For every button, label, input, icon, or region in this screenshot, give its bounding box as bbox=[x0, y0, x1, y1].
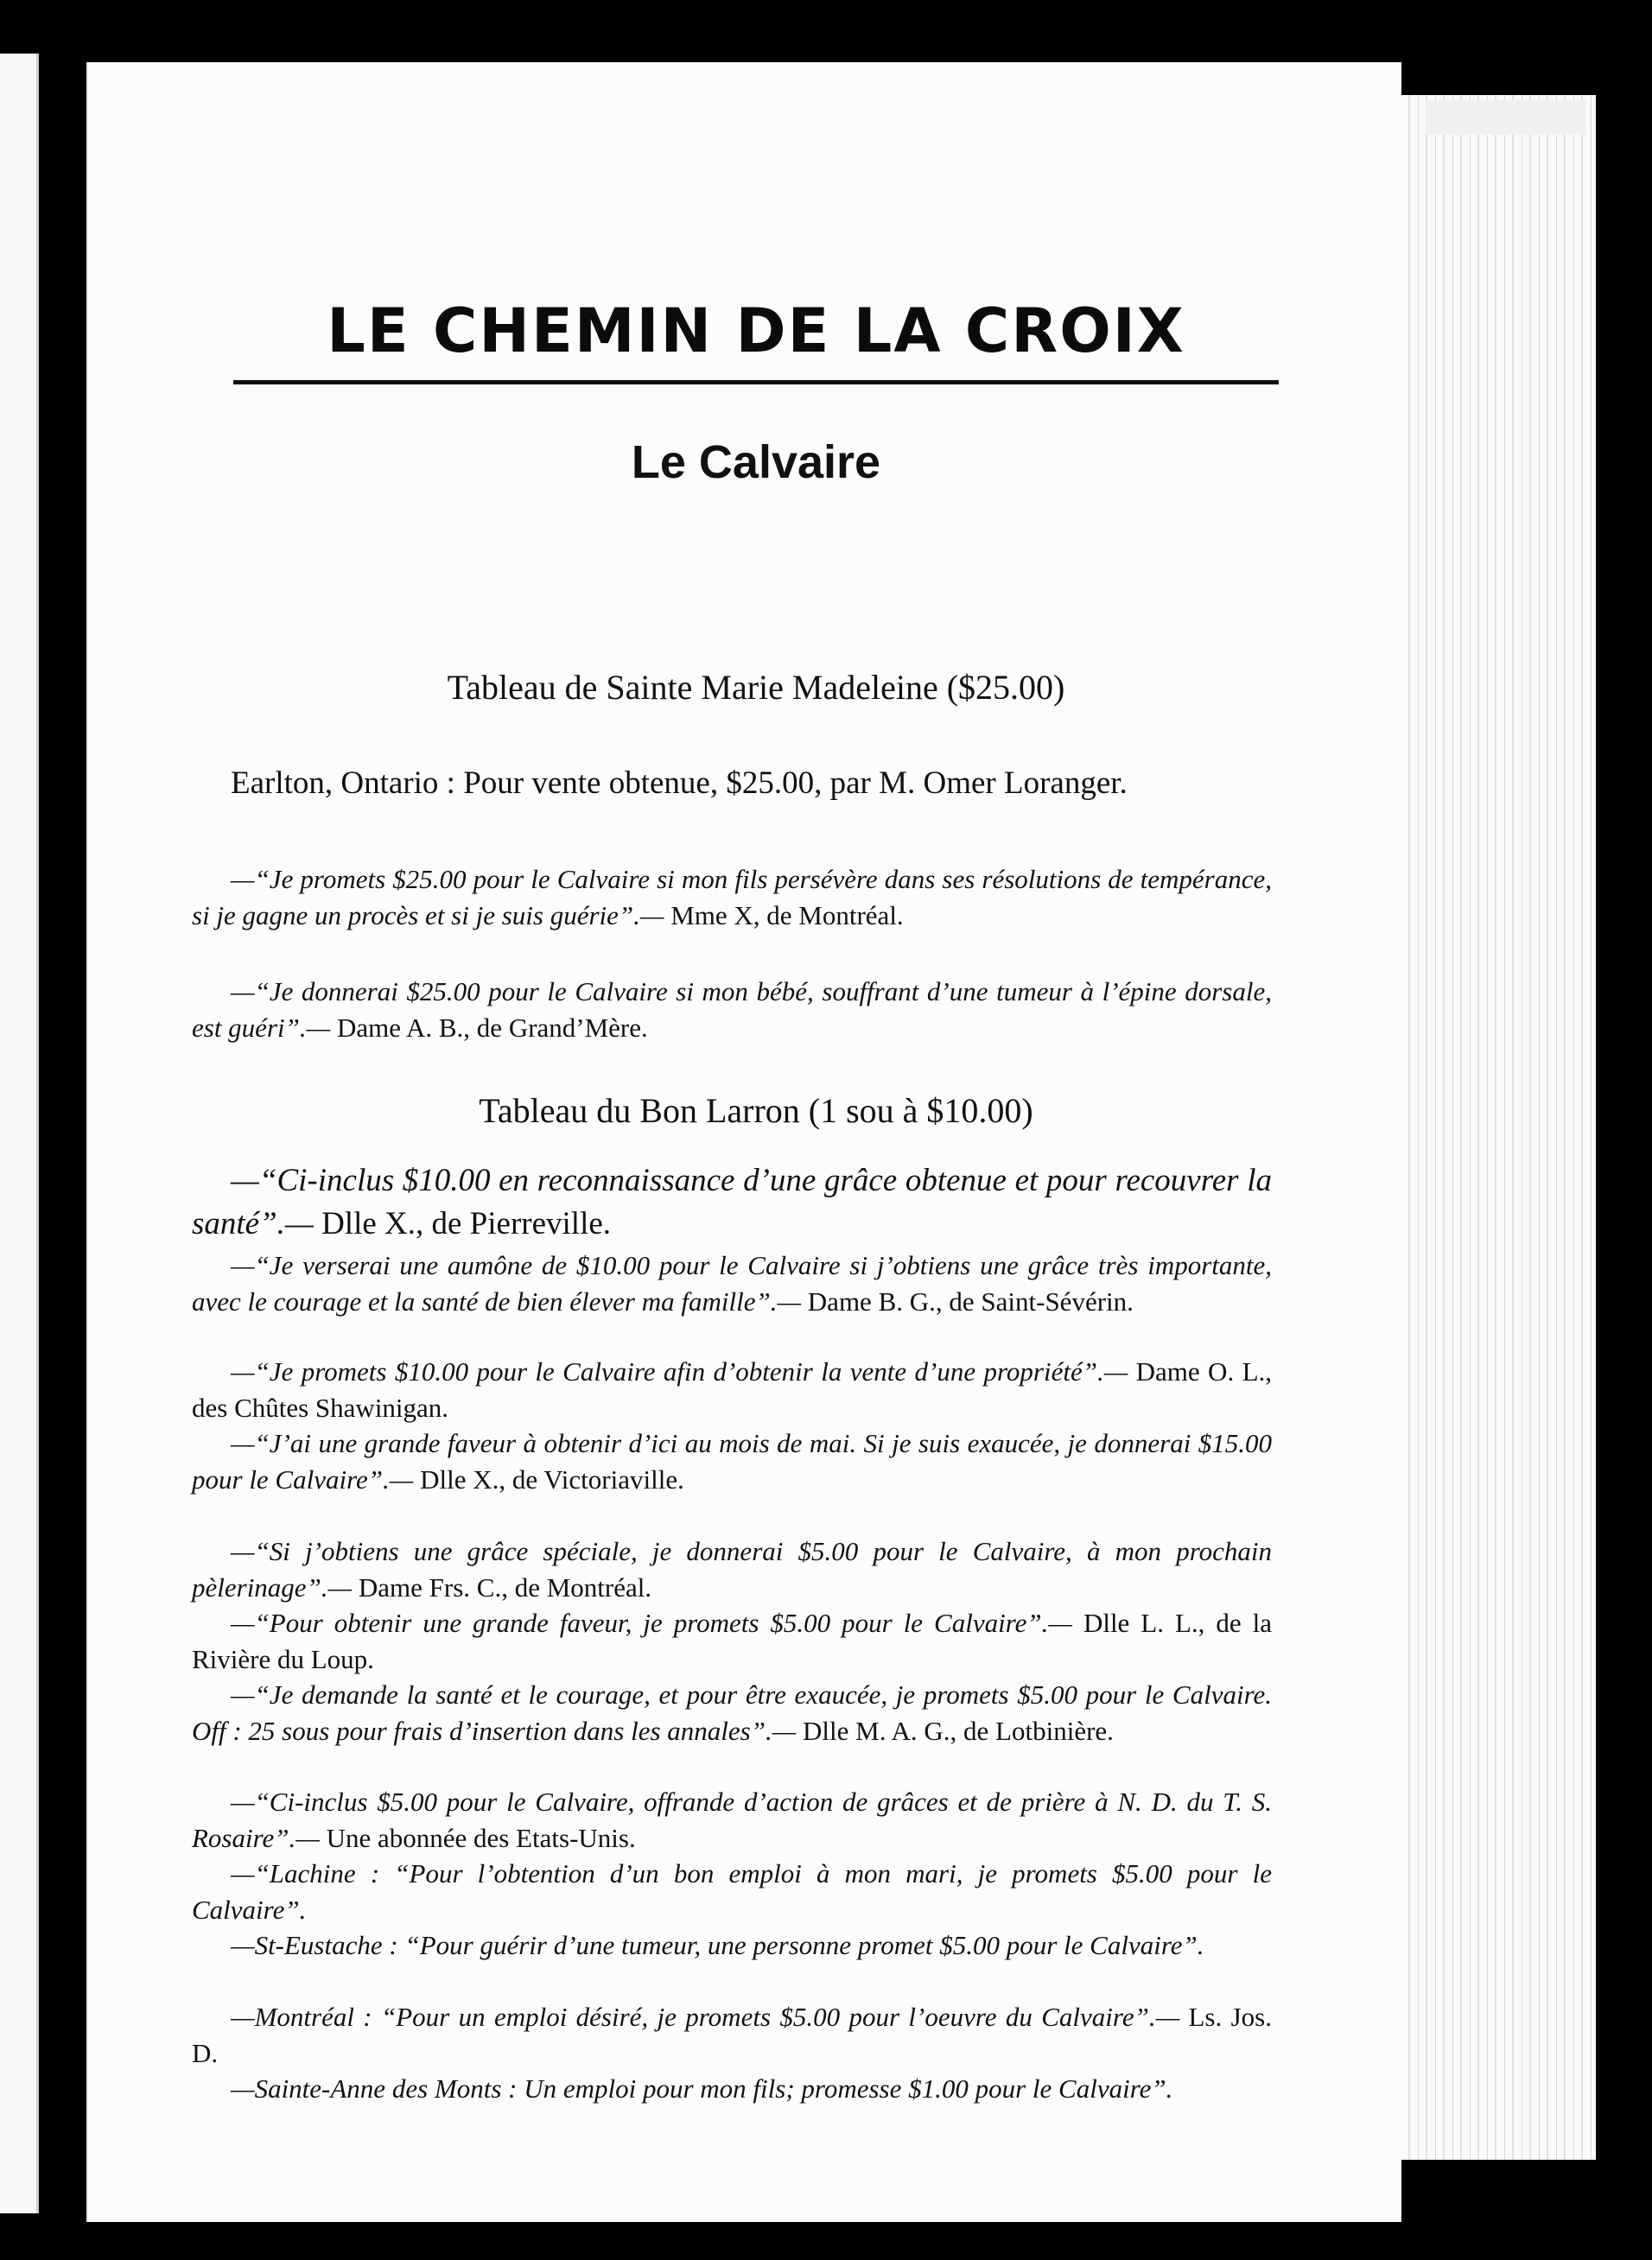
entry-mme-x bbox=[192, 861, 1272, 934]
entry-signature: Mme X, de Montréal. bbox=[670, 900, 904, 930]
entry-lachine bbox=[192, 1856, 1272, 1928]
entry-signature: Dame B. G., de Saint-Sévérin. bbox=[807, 1286, 1134, 1317]
entry-dlle-x-victoriaville bbox=[192, 1425, 1272, 1498]
section-heading-bon-larron: Tableau du Bon Larron (1 sou à $10.00) bbox=[479, 1091, 1033, 1130]
entry-signature: Ls. Jos. D. bbox=[192, 2002, 1272, 2068]
entry-dame-bg bbox=[192, 1247, 1272, 1320]
facing-page-edge bbox=[0, 54, 39, 2213]
entry-quote: —St-Eustache : “Pour guérir d’une tumeur, une personne promet $5.00 pour le Calvaire”. bbox=[231, 1930, 1204, 1960]
entry-dame-ol bbox=[192, 1354, 1272, 1426]
entry-st-eustache bbox=[192, 1927, 1272, 1964]
entry-dame-ab bbox=[192, 974, 1272, 1046]
entry-quote: —“Je promets $10.00 pour le Calvaire afin d’obtenir la vente d’une propriété”.— bbox=[231, 1356, 1128, 1387]
entry-signature: Dame Frs. C., de Montréal. bbox=[358, 1572, 652, 1603]
entry-quote: —“Pour obtenir une grande faveur, je promets $5.00 pour le Calvaire”.— bbox=[231, 1608, 1072, 1638]
page-subtitle: Le Calvaire bbox=[631, 436, 881, 488]
title-underline bbox=[233, 380, 1279, 384]
page-title: LE CHEMIN DE LA CROIX bbox=[327, 295, 1185, 366]
entry-quote: —“Si j’obtiens une grâce spéciale, je donnerai $5.00 pour le Calvaire, à mon prochain pèlerinage”.— bbox=[192, 1536, 1272, 1603]
entry-quote: —“Ci-inclus $5.00 pour le Calvaire, offrande d’action de grâces et de prière à N. D. du T. S. Rosaire”.— bbox=[192, 1787, 1272, 1853]
entry-quote: —“J’ai une grande faveur à obtenir d’ici au mois de mai. Si je suis exaucée, je donnerai $15.00 pour le Calvaire”.— bbox=[192, 1428, 1272, 1495]
entry-quote: —Montréal : “Pour un emploi désiré, je promets $5.00 pour l’oeuvre du Calvaire”.— bbox=[231, 2002, 1180, 2032]
entry-dlle-ll bbox=[192, 1605, 1272, 1678]
entry-dlle-mag bbox=[192, 1677, 1272, 1749]
entry-signature: Une abonnée des Etats-Unis. bbox=[326, 1823, 636, 1853]
entry-signature: Dlle X., de Pierreville. bbox=[321, 1206, 612, 1241]
entry-quote: —Sainte-Anne des Monts : Un emploi pour mon fils; promesse $1.00 pour le Calvaire”. bbox=[231, 2073, 1173, 2104]
book-page bbox=[86, 62, 1401, 2222]
entry-abonnee-etats-unis bbox=[192, 1784, 1272, 1857]
entry-quote: —“Je demande la santé et le courage, et pour être exaucée, je promets $5.00 pour le Calvaire. Off : 25 sous pour frais d’insertion dans les annales”.— bbox=[192, 1679, 1272, 1746]
entry-sainte-anne-des-monts bbox=[192, 2071, 1272, 2107]
entry-quote: —“Je donnerai $25.00 pour le Calvaire si mon bébé, souffrant d’une tumeur à l’épine dorsale, est guéri”.— bbox=[192, 976, 1272, 1043]
entry-signature: Dlle M. A. G., de Lotbinière. bbox=[803, 1716, 1114, 1746]
entry-signature: Dlle X., de Victoriaville. bbox=[420, 1464, 684, 1495]
entry-text: Earlton, Ontario : Pour vente obtenue, $25.00, par M. Omer Loranger. bbox=[231, 765, 1128, 801]
section-heading-madeleine: Tableau de Sainte Marie Madeleine ($25.00) bbox=[447, 668, 1065, 707]
entry-dame-frs-c bbox=[192, 1533, 1272, 1606]
entry-quote: —“Lachine : “Pour l’obtention d’un bon emploi à mon mari, je promets $5.00 pour le Calvaire”. bbox=[192, 1858, 1272, 1925]
entry-quote: —“Ci-inclus $10.00 en reconnaissance d’une grâce obtenue et pour recouvrer la santé”.— bbox=[192, 1163, 1272, 1241]
entry-dlle-x-pierreville bbox=[192, 1159, 1272, 1246]
entry-signature: Dlle L. L., de la Rivière du Loup. bbox=[192, 1608, 1272, 1674]
stacked-page-edges bbox=[1382, 95, 1596, 2160]
entry-quote: —“Je verserai une aumône de $10.00 pour le Calvaire si j’obtiens une grâce très importante, avec le courage et la santé de bien élever ma famille”.— bbox=[192, 1250, 1272, 1317]
entry-earlton bbox=[192, 762, 1272, 805]
entry-signature: Dame O. L., des Chûtes Shawinigan. bbox=[192, 1356, 1273, 1423]
page-edges-top bbox=[1426, 100, 1585, 135]
entry-signature: Dame A. B., de Grand’Mère. bbox=[336, 1013, 648, 1043]
entry-quote: —“Je promets $25.00 pour le Calvaire si mon fils persévère dans ses résolutions de tempérance, si je gagne un procès et si je suis guérie”.— bbox=[192, 864, 1272, 930]
entry-montreal-ls-jos bbox=[192, 1999, 1272, 2072]
